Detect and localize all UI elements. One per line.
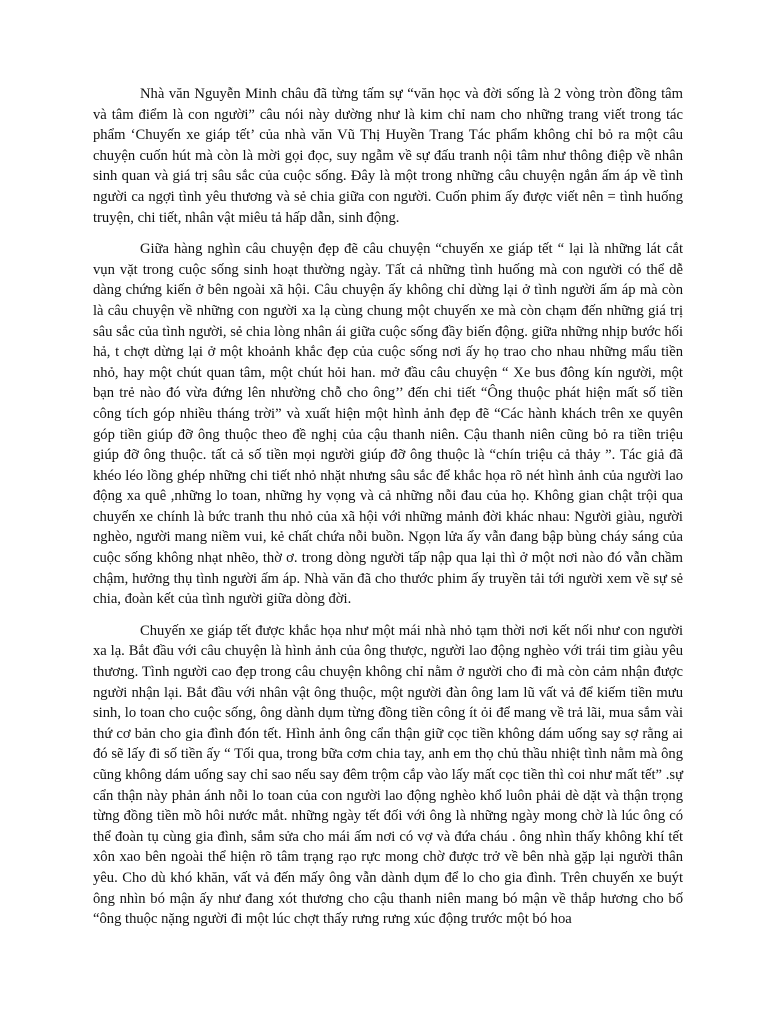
paragraph-3: Chuyến xe giáp tết được khắc họa như một mái nhà nhỏ tạm thời nơi kết nối như con người xa lạ. Bắt đầu với câu chuyện là hình ảnh của ông thược, người lao động nghèo với trái tim giàu yêu thương. Tình người cao đẹp trong câu chuyện không chỉ nằm ở người cho đi mà còn cảm nhận được người nhận lại. Bắt đầu với nhân vật ông thuộc, một người đàn ông lam lũ vất vả để kiếm tiền mưu sinh, lo toan cho cuộc sống, ông dành dụm từng đồng tiền công ít ỏi để mang về trả lãi, mua sắm vài thứ cơ bản cho gia đình đón tết. Hình ảnh ông cẩn thận giữ cọc tiền không dám uống say sợ rằng ai đó sẽ lấy đi số tiền ấy “ Tối qua, trong bữa cơm chia tay, anh em thọ chủ thầu nhiệt tình nằm mà ông cũng không dám uống say chỉ sao nếu say đêm trộm cắp vào lấy mất cọc tiền thì coi như mất tết” .sự cẩn thận này phản ánh nỗi lo toan của con người lao động nghèo khổ luôn phải dè dặt và thận trọng từng đồng tiền mồ hôi nước mắt. những ngày tết đối với ông là những ngày mong chờ là lúc ông có thể đoàn tụ cùng gia đình, sắm sửa cho mái ấm nơi có vợ và đứa cháu . ông nhìn thấy không khí tết xôn xao bên ngoài thể hiện rõ tâm trạng rạo rực mong chờ được trở về bên nhà gặp lại người thân yêu. Cho dù khó khăn, vất vả đến mấy ông vẫn dành dụm để lo cho gia đình. Trên chuyến xe buýt ông nhìn bó mận ấy như đang xót thương cho cậu thanh niên mang bó mận về thắp hương cho bố “ông thuộc nặng người đi một lúc chợt thấy rưng rưng xúc động trước một bó hoa	[93, 622, 683, 928]
paragraph-2: Giữa hàng nghìn câu chuyện đẹp đẽ câu chuyện “chuyến xe giáp tết “ lại là những lát cắt vụn vặt trong cuộc sống sinh hoạt thường ngày. Tất cả những tình huống mà con người có thể dễ dàng chứng kiến ở bên ngoài xã hội. Câu chuyện ấy không chỉ dừng lại ở tình người ấm áp mà còn là câu chuyện về những con người xa lạ cùng chung một chuyến xe mà còn chạm đến những giá trị sâu sắc của tình người, sẻ chia lòng nhân ái giữa cuộc sống đầy biến động. giữa những nhịp bước hối hả, t chợt dừng lại ở một khoảnh khắc đẹp của cuộc sống nơi ấy họ trao cho nhau những mẩu tiền nhỏ, hay một chút quan tâm, một chút hỏi han. mở đầu câu chuyện “ Xe bus đông kín người, một bạn trẻ nào đó vừa đứng lên nhường chỗ cho ông’’ đến chi tiết “Ông thuộc phát hiện mất số tiền công tích góp nhiều tháng trời” và xuất hiện một hình ảnh đẹp đẽ “Các hành khách trên xe quyên góp tiền giúp đỡ ông thuộc theo đề nghị của cậu thanh niên. Cậu thanh niên cũng bỏ ra tiền triệu giúp đỡ ông thuộc. tất cả số tiền mọi người giúp đỡ ông thuộc là “chín triệu cả thảy ”. Tác giả đã khéo léo lồng ghép những chi tiết nhỏ nhặt nhưng sâu sắc để khắc họa rõ nét hình ảnh của người lao động xa quê ,những lo toan, những hy vọng và cả những nỗi đau của họ. Không gian chật trội qua chuyến xe chính là bức tranh thu nhỏ của xã hội với những mảnh đời khác nhau: Người giàu, người nghèo, người mang niềm vui, kẻ chất chứa nỗi buồn. Ngọn lửa ấy vẫn đang bập bùng cháy sáng của cuộc sống không nhạt nhẽo, thờ ơ. trong dòng người tấp nập qua lại thì ở một nơi nào đó vẫn chầm chậm, hưởng thụ tình người ấm áp. Nhà văn đã cho thước phim ấy truyền tải tới người xem về sự sẻ chia, đoàn kết của tình người giữa dòng đời.	[93, 241, 683, 608]
document-body	[93, 84, 683, 941]
paragraph-1: Nhà văn Nguyễn Minh châu đã từng tấm sự “văn học và đời sống là 2 vòng tròn đồng tâm và tâm điểm là con người” câu nói này dường như là kim chỉ nam cho những trang viết trong tác phẩm ‘Chuyến xe giáp tết’ của nhà văn Vũ Thị Huyền Trang Tác phẩm không chỉ bỏ ra một câu chuyện cuốn hút mà còn là mời gọi đọc, suy ngẫm về sự đấu tranh nội tâm như thông điệp về nhân sinh quan và giá trị sâu sắc của cuộc sống. Đây là một trong những câu chuyện ngắn ấm áp về tình người ca ngợi tình yêu thương và sẻ chia giữa con người. Cuốn phim ấy được viết nên = tình huống truyện, chi tiết, nhân vật miêu tả hấp dẫn, sinh động.	[93, 86, 683, 226]
